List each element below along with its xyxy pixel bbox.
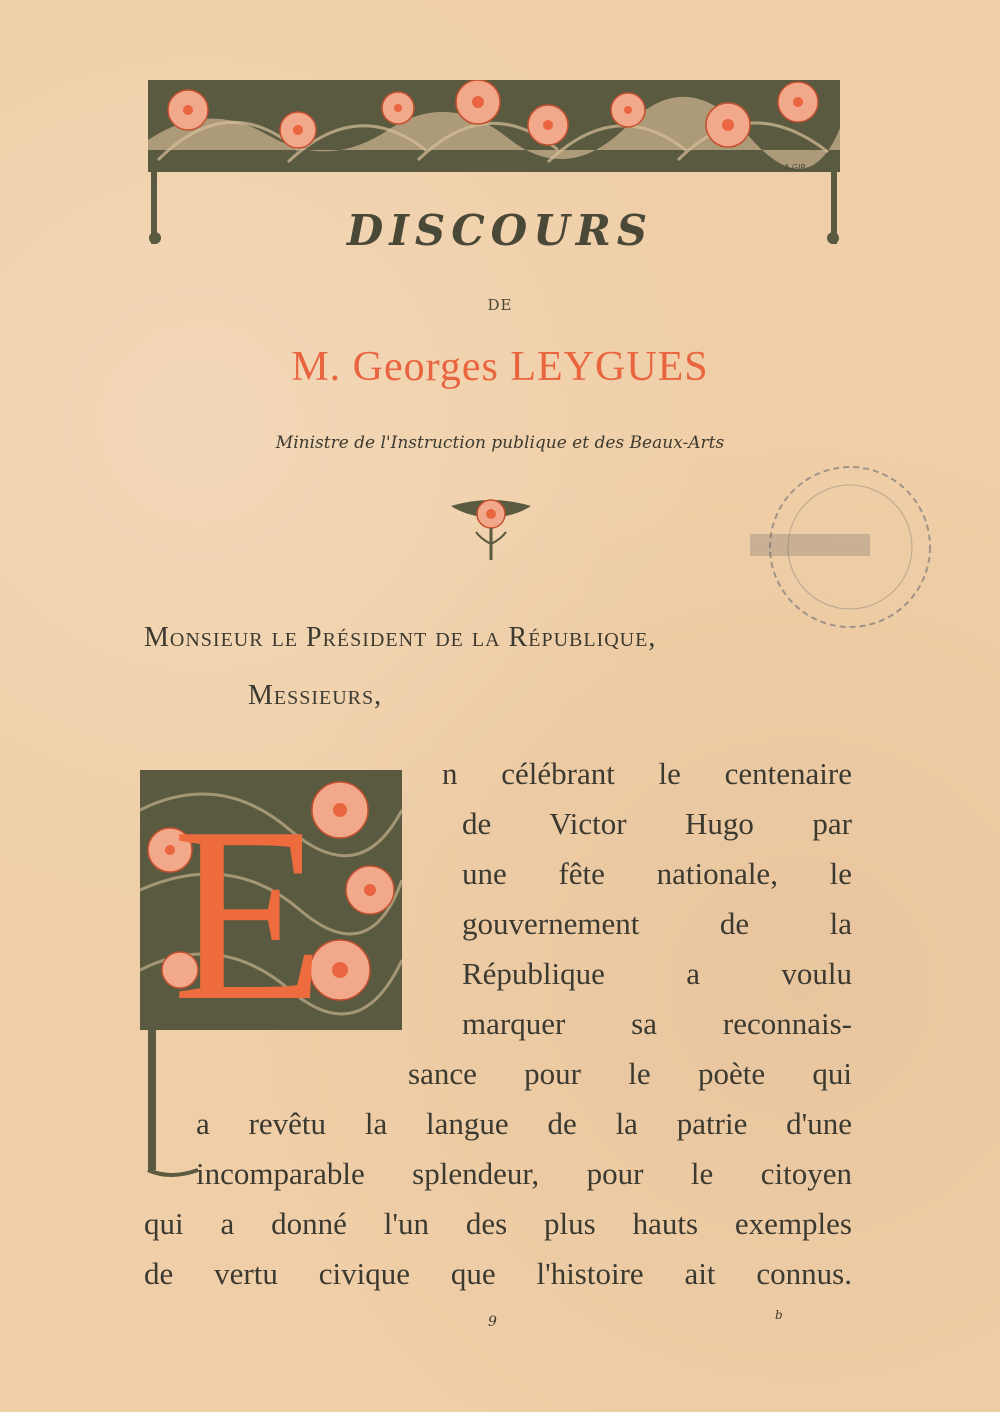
page-number: 9 <box>488 1314 497 1330</box>
paragraph-line: de Victor Hugo par <box>462 806 852 841</box>
floral-header-ornament <box>148 80 840 172</box>
paragraph-line: incomparable splendeur, pour le citoyen <box>196 1156 852 1191</box>
library-stamp <box>740 452 940 632</box>
document-title: DISCOURS <box>346 206 654 255</box>
speaker-name: M. Georges LEYGUES <box>291 344 709 390</box>
dropcap-letter: E <box>172 776 325 1053</box>
paragraph-line: République a voulu <box>462 956 852 991</box>
paragraph-line: gouvernement de la <box>462 906 852 941</box>
dropcap-stem-ornament <box>140 1020 200 1180</box>
flower-ornament-icon <box>446 494 536 564</box>
paragraph-line: sance pour le poète qui <box>408 1056 852 1091</box>
paragraph-line: marquer sa reconnais- <box>462 1006 852 1041</box>
title-preposition: DE <box>487 296 513 314</box>
salutation: Monsieur le Président de la République, <box>144 622 657 653</box>
paragraph-line: une fête nationale, le <box>462 856 852 891</box>
signature-mark: b <box>775 1308 783 1322</box>
illustrator-signature: A.GIR. <box>784 163 809 172</box>
addressee: Messieurs, <box>248 680 383 711</box>
paragraph-line: de vertu civique que l'histoire ait connus. <box>144 1256 852 1291</box>
paragraph-line: qui a donné l'un des plus hauts exemples <box>144 1206 852 1241</box>
paragraph-line: n célébrant le centenaire <box>442 756 852 791</box>
paragraph-line: a revêtu la langue de la patrie d'une <box>196 1106 852 1141</box>
speaker-role: Ministre de l'Instruction publique et des Beaux-Arts <box>275 433 725 453</box>
